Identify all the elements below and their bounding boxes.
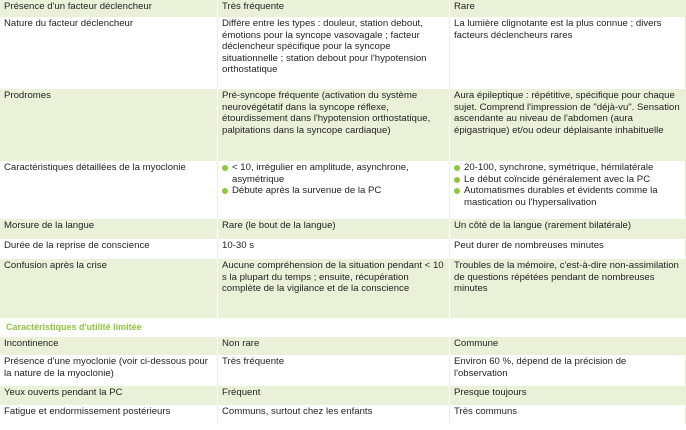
list-item: Le début coïncide généralement avec la PC [454, 174, 681, 186]
syncope-cell: 10-30 s [218, 239, 450, 259]
row-label: Morsure de la langue [0, 219, 218, 239]
table-row [0, 259, 686, 318]
bullet-icon [222, 188, 228, 194]
epilepsy-cell: La lumière clignotante est la plus connue ; divers facteurs déclencheurs rares [450, 17, 686, 89]
epilepsy-cell: Commune [454, 338, 499, 349]
row-label: Incontinence [0, 337, 218, 355]
syncope-cell: Très fréquente [218, 355, 450, 386]
epilepsy-cell: Rare [454, 1, 475, 12]
syncope-cell: Pré-syncope fréquente (activation du système neurovégétatif dans la syncope réflexe, étourdissement dans l'hypotension orthostatique, palpitations dans la syncope cardiaque) [218, 89, 450, 161]
bullet-icon [454, 177, 460, 183]
syncope-cell: Aucune compréhension de la situation pendant < 10 s la plupart du temps ; ensuite, récupération complète de la vigilance et de la conscience [218, 259, 450, 318]
list-item: < 10, irrégulier en amplitude, asynchrone, asymétrique [222, 162, 445, 185]
syncope-cell: Non rare [218, 337, 450, 355]
bullet-icon [454, 188, 460, 194]
row-label: Présence d'une myoclonie (voir ci-dessous pour la nature de la myoclonie) [0, 355, 218, 386]
epilepsy-cell: Très communs [450, 405, 686, 424]
row-label: Caractéristiques détaillées de la myoclonie [0, 161, 218, 219]
list-item: 20-100, synchrone, symétrique, hémilatérale [454, 162, 681, 174]
syncope-cell: Très fréquente [218, 0, 450, 17]
epilepsy-cell: Peut durer de nombreuses minutes [450, 239, 686, 259]
row-label: Présence d'un facteur déclencheur [0, 0, 218, 17]
table-row [0, 239, 686, 259]
row-label: Nature du facteur déclencheur [0, 17, 218, 89]
table-row [0, 219, 686, 239]
epilepsy-cell: Un côté de la langue (rarement bilatérale) [454, 220, 632, 231]
table-row [0, 161, 686, 219]
syncope-cell: Fréquent [218, 386, 450, 405]
syncope-cell: Communs, surtout chez les enfants [218, 405, 450, 424]
bullet-icon [222, 165, 228, 171]
list-item: Automatismes durables et évidents comme la mastication ou l'hypersalivation [454, 185, 681, 208]
epilepsy-cell: Environ 60 %, dépend de la précision de l'observation [450, 355, 686, 386]
row-label: Confusion après la crise [0, 259, 218, 318]
table-row [0, 0, 686, 17]
table-row [0, 17, 686, 89]
syncope-cell [218, 161, 450, 219]
table-row [0, 405, 686, 424]
row-label: Prodromes [0, 89, 218, 161]
syncope-cell: Diffère entre les types : douleur, station debout, émotions pour la syncope vasovagale ; facteur déclencheur spécifique pour la syncope situationnelle ; station debout pour l'hypotension orthostatique [218, 17, 450, 89]
syncope-cell: Rare (le bout de la langue) [218, 219, 450, 239]
table-row [0, 386, 686, 405]
table-row [0, 355, 686, 386]
epilepsy-cell [450, 161, 686, 219]
row-label: Durée de la reprise de conscience [0, 239, 218, 259]
section-heading: Caractéristiques d'utilité limitée [0, 318, 686, 337]
list-item: Débute après la survenue de la PC [222, 185, 445, 197]
row-label: Yeux ouverts pendant la PC [0, 386, 218, 405]
table-row [0, 337, 686, 355]
epilepsy-cell: Troubles de la mémoire, c'est-à-dire non-assimilation de questions répétées pendant de nombreuses minutes [454, 260, 679, 295]
epilepsy-cell: Aura épileptique : répétitive, spécifique pour chaque sujet. Comprend l'impression de "déjà-vu". Sensation ascendante au niveau de l'abdomen (aura épigastrique) et/ou odeur déplaisante inhabituelle [454, 90, 680, 136]
table-row [0, 89, 686, 161]
row-label: Fatigue et endormissement postérieurs [0, 405, 218, 424]
bullet-icon [454, 165, 460, 171]
epilepsy-cell: Presque toujours [454, 387, 527, 398]
